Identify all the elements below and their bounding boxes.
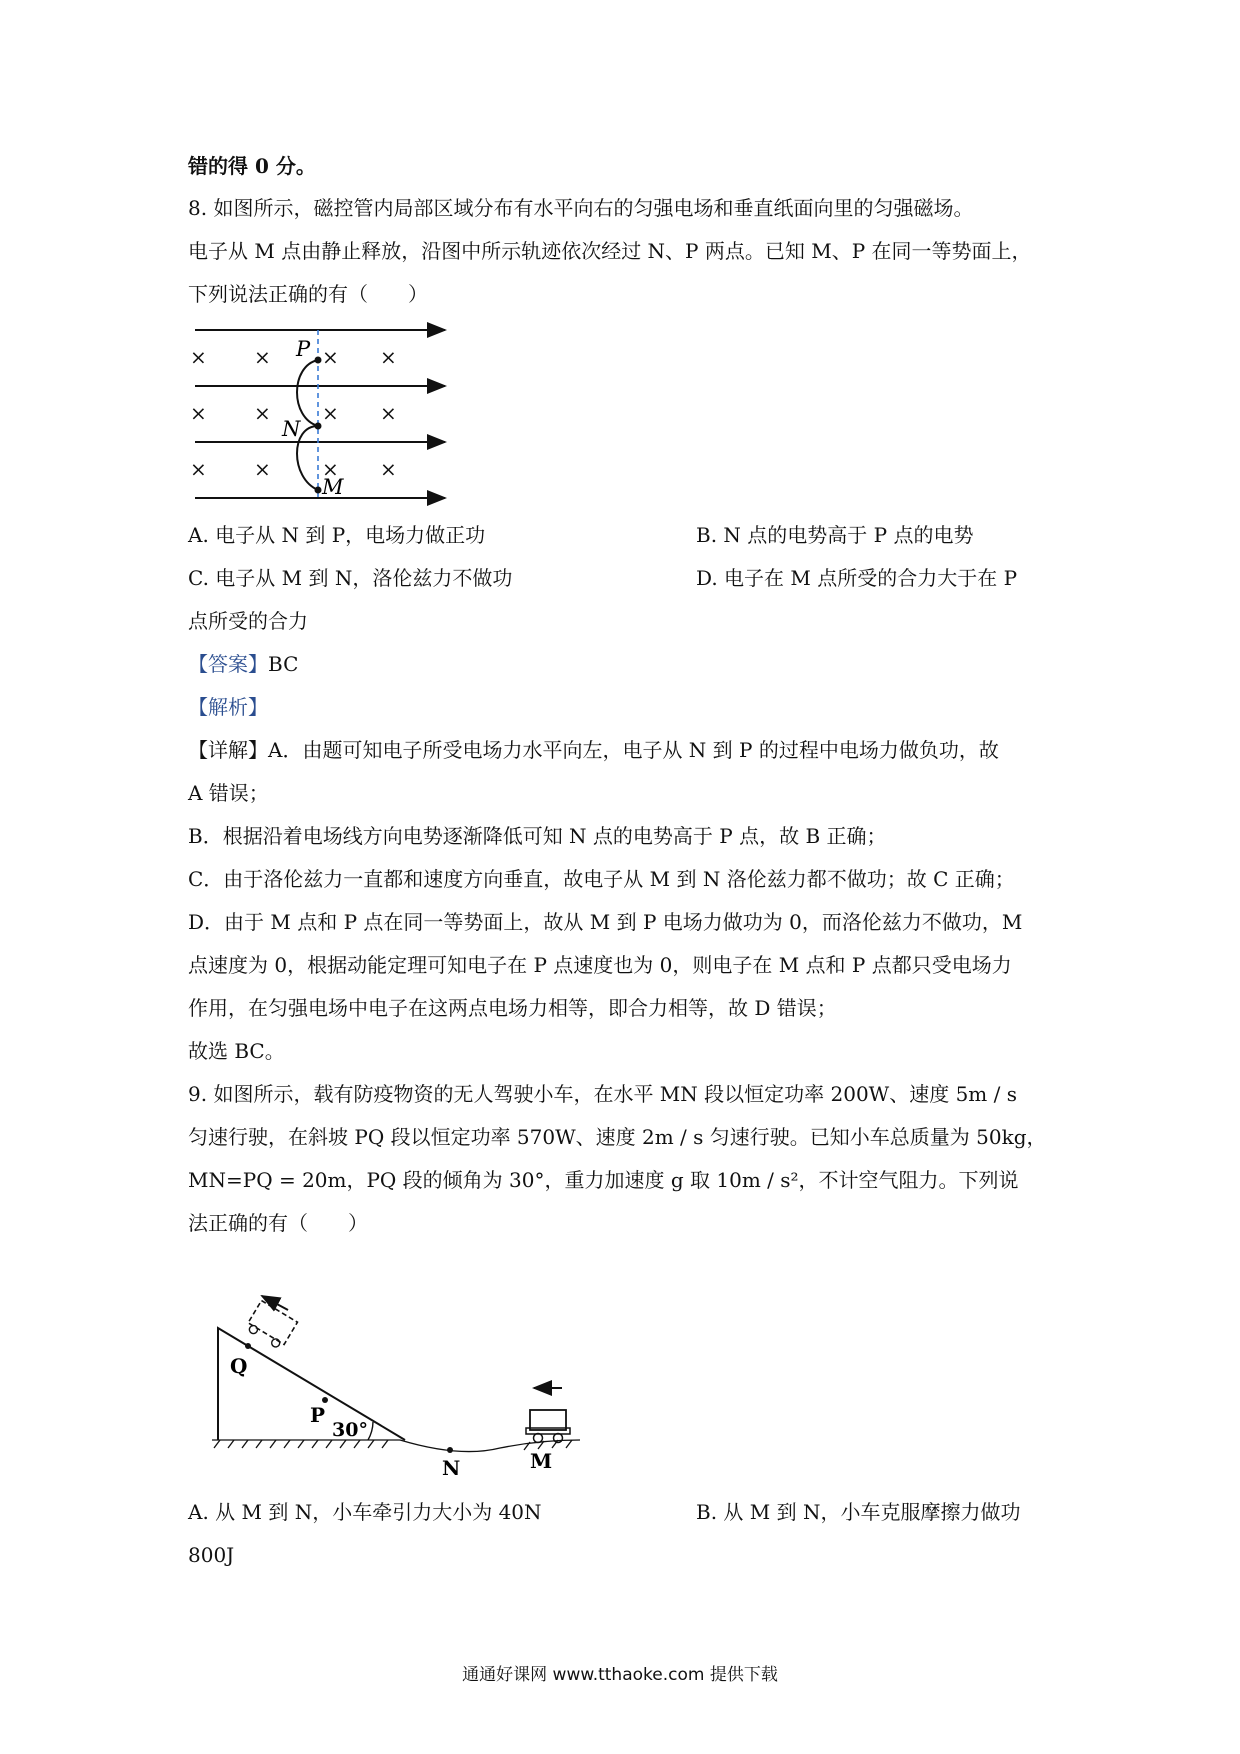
slope-direction-arrow — [262, 1296, 288, 1310]
point-p — [315, 357, 322, 364]
cart-on-flat — [526, 1410, 570, 1443]
cart-on-slope — [244, 1301, 297, 1351]
q8-detail-line-1: 【详解】A．由题可知电子所受电场力水平向左，电子从 N 到 P 的过程中电场力做负功，故 — [188, 738, 999, 762]
answer-value: BC — [268, 652, 299, 676]
cross-mark: × — [190, 345, 207, 369]
q8-detail-line-6: 点速度为 0，根据动能定理可知电子在 P 点速度也为 0，则电子在 M 点和 P 点都只受电场力 — [188, 953, 1012, 977]
q9-stem-line-4: 法正确的有（ ） — [188, 1211, 368, 1235]
q8-detail-line-8: 故选 BC。 — [188, 1039, 285, 1063]
answer-tag: 【答案】 — [188, 652, 268, 676]
label-m: M — [530, 1449, 553, 1473]
label-p: P — [310, 1403, 326, 1427]
angle-arc — [368, 1422, 373, 1440]
q8-detail-line-3: B．根据沿着电场线方向电势逐渐降低可知 N 点的电势高于 P 点，故 B 正确； — [188, 824, 887, 848]
q9-stem-line-2: 匀速行驶，在斜坡 PQ 段以恒定功率 570W、速度 2m / s 匀速行驶。已知小车总质量为 50kg， — [188, 1125, 1047, 1149]
cross-mark: × — [254, 401, 271, 425]
page-footer: 通通好课网 www.tthaoke.com 提供下载 — [462, 1665, 778, 1685]
q9-stem-line-1: 9. 如图所示，载有防疫物资的无人驾驶小车，在水平 MN 段以恒定功率 200W、速度 5m / s — [188, 1082, 1017, 1106]
cross-mark: × — [254, 345, 271, 369]
cross-mark: × — [380, 345, 397, 369]
label-p: P — [296, 337, 311, 361]
q8-option-d: D. 电子在 M 点所受的合力大于在 P — [696, 566, 1018, 590]
q8-option-d-continued: 点所受的合力 — [188, 609, 308, 633]
label-q: Q — [230, 1354, 248, 1378]
cross-mark: × — [322, 345, 339, 369]
cross-mark: × — [322, 401, 339, 425]
q8-detail-line-5: D．由于 M 点和 P 点在同一等势面上，故从 M 到 P 电场力做功为 0，而洛伦兹力不做功，M — [188, 910, 1023, 934]
q8-option-a: A. 电子从 N 到 P，电场力做正功 — [188, 523, 486, 547]
q8-answer — [188, 649, 298, 679]
q8-analysis-tag: 【解析】 — [188, 695, 268, 719]
q8-option-b: B. N 点的电势高于 P 点的电势 — [696, 523, 974, 547]
q8-stem-line-2: 电子从 M 点由静止释放，沿图中所示轨迹依次经过 N、P 两点。已知 M、P 在同一等势面上， — [188, 239, 1032, 263]
q8-option-c: C. 电子从 M 到 N，洛伦兹力不做功 — [188, 566, 513, 590]
q8-detail-line-7: 作用，在匀强电场中电子在这两点电场力相等，即合力相等，故 D 错误； — [188, 996, 837, 1020]
q8-detail-line-4: C．由于洛伦兹力一直都和速度方向垂直，故电子从 M 到 N 洛伦兹力都不做功；故 C 正确； — [188, 867, 1015, 891]
label-n: N — [442, 1456, 461, 1480]
q8-field-diagram — [190, 318, 460, 508]
q9-slope-diagram — [200, 1280, 600, 1490]
magnetic-field-crosses — [190, 345, 397, 481]
point-n — [447, 1447, 453, 1453]
q9-option-a: A. 从 M 到 N，小车牵引力大小为 40N — [188, 1500, 542, 1524]
q8-detail-line-2: A 错误； — [188, 781, 269, 805]
point-m — [315, 487, 322, 494]
cross-mark: × — [380, 457, 397, 481]
cross-mark: × — [254, 457, 271, 481]
q9-option-b: B. 从 M 到 N，小车克服摩擦力做功 — [696, 1500, 1021, 1524]
label-m: M — [322, 475, 344, 499]
label-angle: 30° — [332, 1419, 368, 1441]
previous-section-tail: 错的得 0 分。 — [188, 154, 316, 178]
cross-mark: × — [190, 457, 207, 481]
ground-hatching — [212, 1440, 580, 1452]
q9-stem-line-3: MN=PQ = 20m，PQ 段的倾角为 30°，重力加速度 g 取 10m / s²，不计空气阻力。下列说 — [188, 1168, 1019, 1192]
label-n: N — [282, 417, 301, 441]
q8-stem-line-3: 下列说法正确的有（ ） — [188, 282, 428, 306]
point-q — [245, 1343, 251, 1349]
cross-mark: × — [380, 401, 397, 425]
q8-stem-line-1: 8. 如图所示，磁控管内局部区域分布有水平向右的匀强电场和垂直纸面向里的匀强磁场。 — [188, 196, 974, 220]
cross-mark: × — [322, 457, 339, 481]
point-n — [315, 423, 322, 430]
cross-mark: × — [190, 401, 207, 425]
electric-field-lines — [195, 330, 445, 498]
q9-option-b-continued: 800J — [188, 1543, 235, 1567]
